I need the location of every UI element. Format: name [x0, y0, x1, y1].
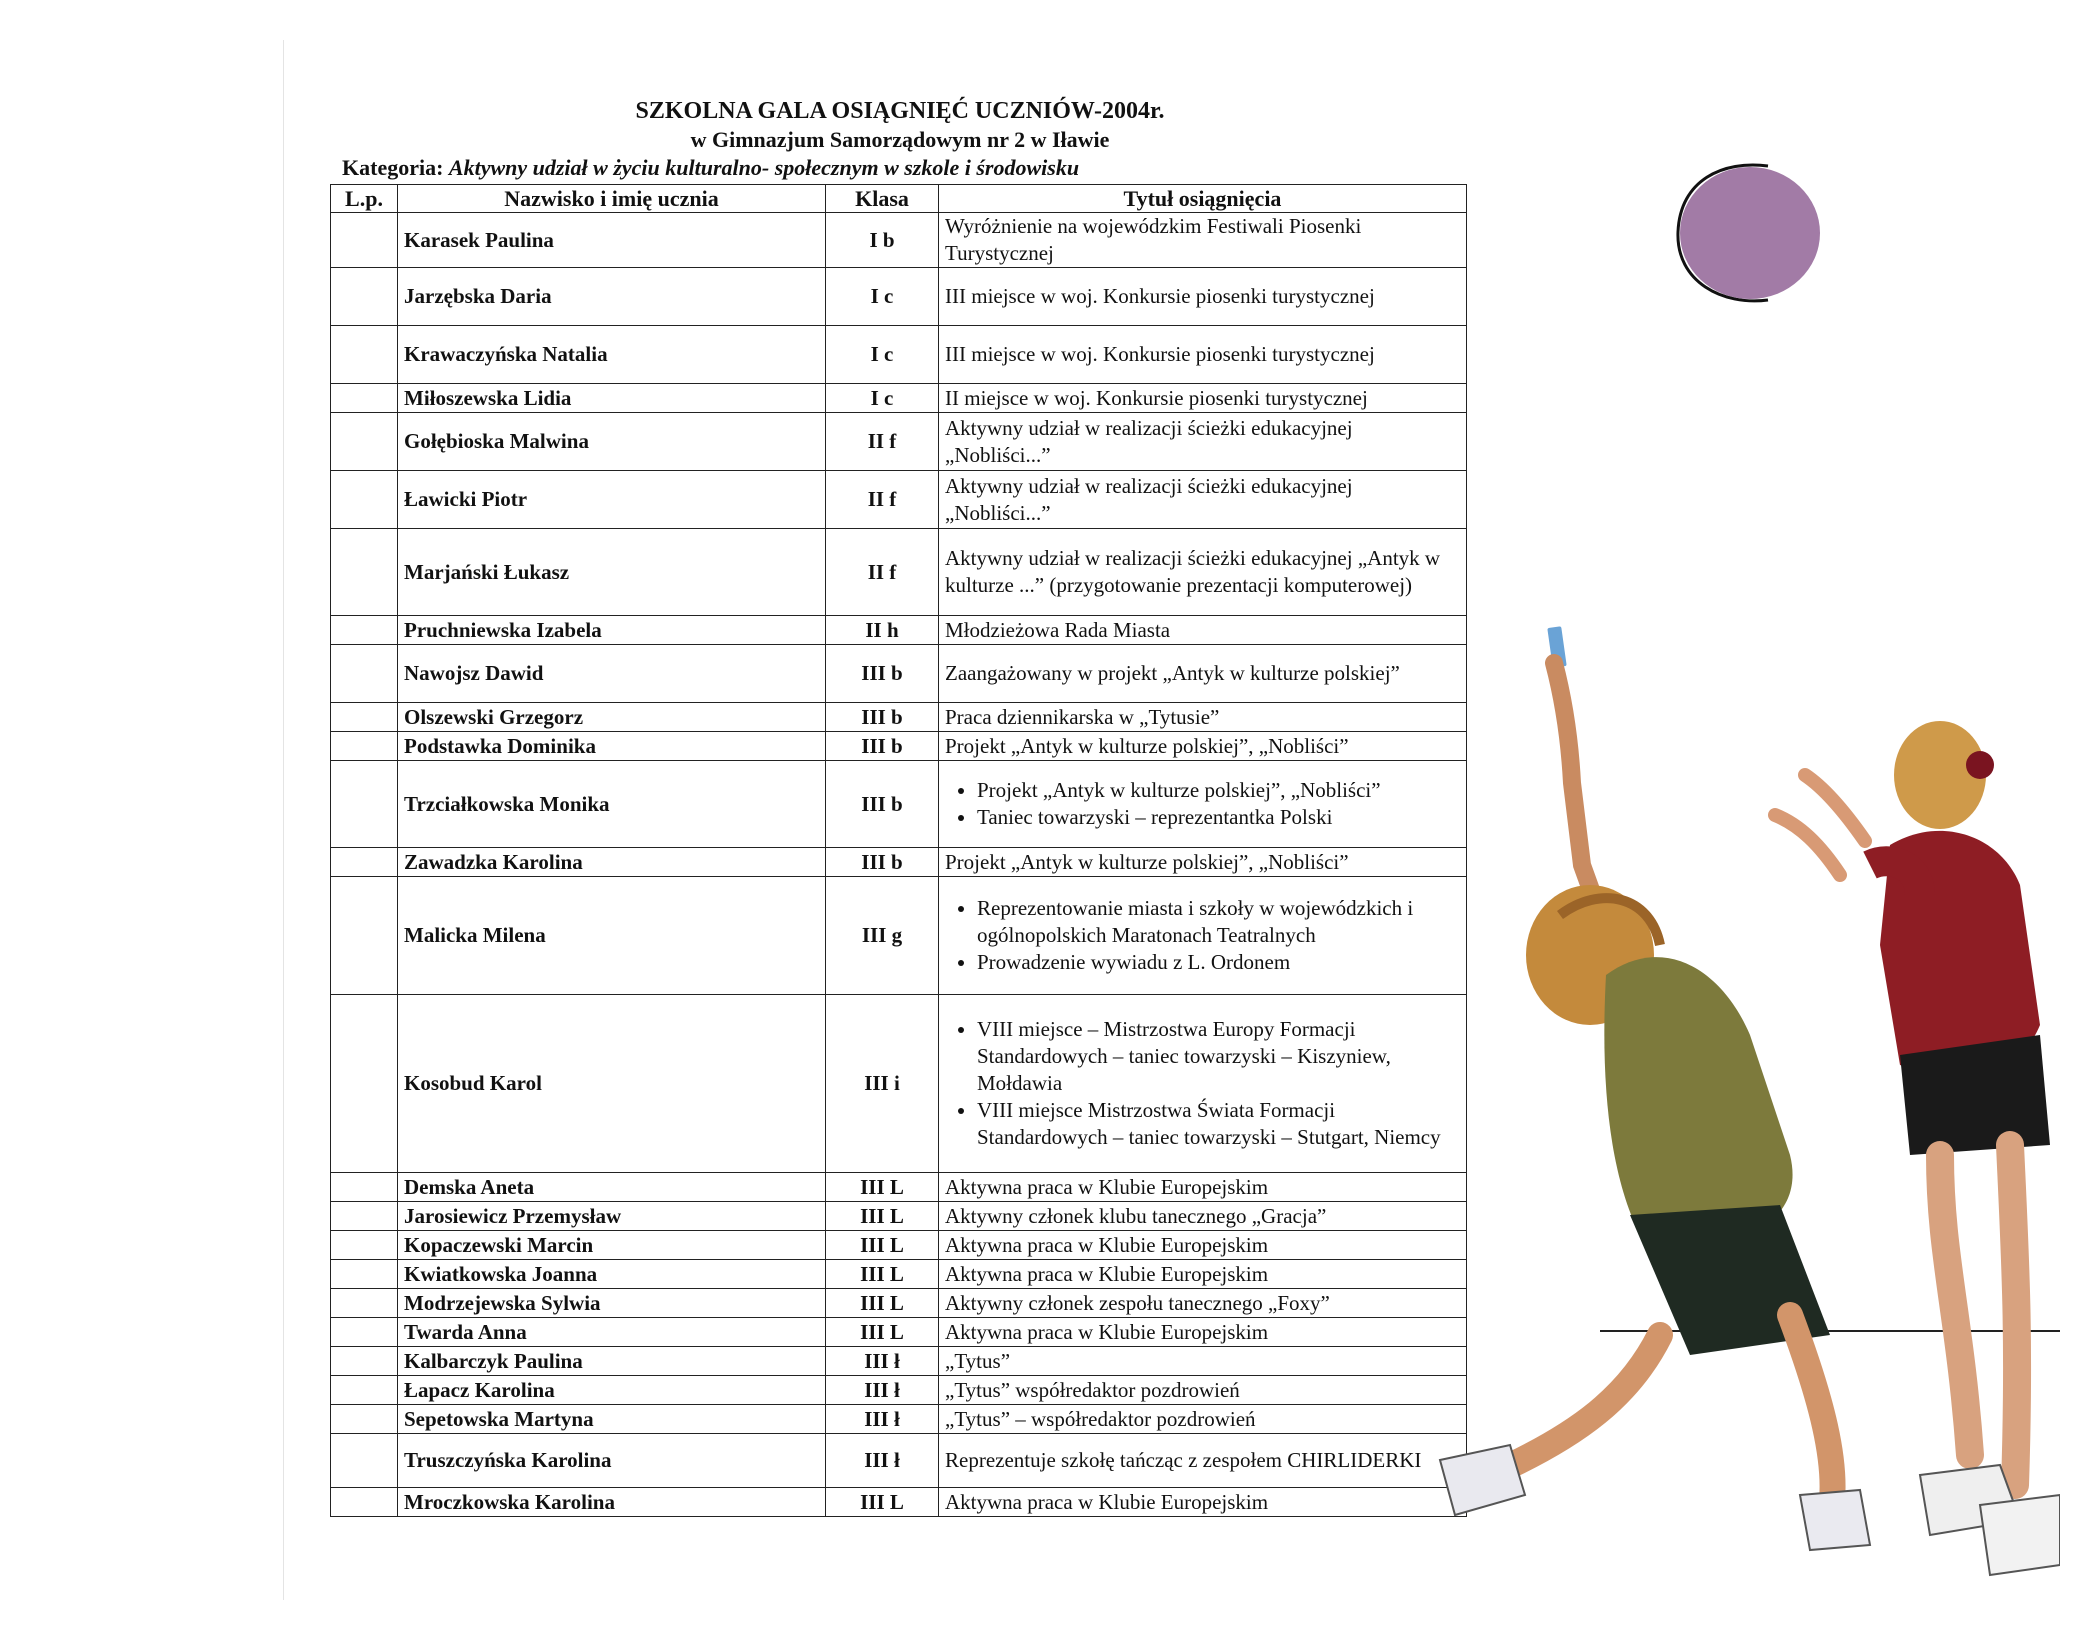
- achievement-cell: Aktywna praca w Klubie Europejskim: [939, 1318, 1467, 1347]
- achievement-cell: Aktywna praca w Klubie Europejskim: [939, 1231, 1467, 1260]
- table-row: [331, 384, 1467, 413]
- class-cell: III b: [826, 703, 939, 732]
- row-number-cell: [331, 877, 398, 995]
- column-header-lp: L.p.: [331, 185, 398, 213]
- row-number-cell: [331, 995, 398, 1173]
- class-cell: II f: [826, 471, 939, 529]
- row-number-cell: [331, 1488, 398, 1517]
- achievement-bullet: • Taniec towarzyski – reprezentantka Polski: [977, 804, 1460, 831]
- student-name-cell: Twarda Anna: [398, 1318, 826, 1347]
- achievement-cell: Aktywny członek zespołu tanecznego „Foxy”: [939, 1289, 1467, 1318]
- achievement-cell: Aktywny członek klubu tanecznego „Gracja”: [939, 1202, 1467, 1231]
- student-name-cell: Karasek Paulina: [398, 213, 826, 268]
- table-row: [331, 732, 1467, 761]
- class-cell: III ł: [826, 1434, 939, 1488]
- class-cell: III L: [826, 1173, 939, 1202]
- class-cell: III b: [826, 848, 939, 877]
- achievement-cell: III miejsce w woj. Konkursie piosenki turystycznej: [939, 326, 1467, 384]
- achievement-bullet: • Projekt „Antyk w kulturze polskiej”, „Nobliści”: [977, 777, 1460, 804]
- class-cell: I c: [826, 268, 939, 326]
- table-row: [331, 413, 1467, 471]
- class-cell: II f: [826, 413, 939, 471]
- column-header-class: Klasa: [826, 185, 939, 213]
- table-header-row: [331, 185, 1467, 213]
- student-name-cell: Kosobud Karol: [398, 995, 826, 1173]
- class-cell: II f: [826, 529, 939, 616]
- row-number-cell: [331, 703, 398, 732]
- achievement-cell: „Tytus” współredaktor pozdrowień: [939, 1376, 1467, 1405]
- table-row: [331, 1289, 1467, 1318]
- student-name-cell: Nawojsz Dawid: [398, 645, 826, 703]
- class-cell: III ł: [826, 1405, 939, 1434]
- document-title: SZKOLNA GALA OSIĄGNIĘĆ UCZNIÓW-2004r.: [635, 98, 1165, 124]
- table-body: [331, 213, 1467, 1517]
- achievement-cell: Praca dziennikarska w „Tytusie”: [939, 703, 1467, 732]
- page-margin-line: [283, 40, 284, 1600]
- achievement-bullet: • Reprezentowanie miasta i szkoły w wojewódzkich i ogólnopolskich Maratonach Teatralnych: [977, 895, 1460, 949]
- decorative-circle: [1668, 160, 1828, 306]
- student-name-cell: Zawadzka Karolina: [398, 848, 826, 877]
- achievement-cell: Wyróżnienie na wojewódzkim Festiwali Piosenki Turystycznej: [939, 213, 1467, 268]
- row-number-cell: [331, 1173, 398, 1202]
- student-name-cell: Kalbarczyk Paulina: [398, 1347, 826, 1376]
- class-cell: III b: [826, 761, 939, 848]
- table-row: [331, 326, 1467, 384]
- student-name-cell: Mroczkowska Karolina: [398, 1488, 826, 1517]
- table-row: [331, 529, 1467, 616]
- table-row: [331, 1347, 1467, 1376]
- category-label: Kategoria:: [342, 155, 444, 180]
- table-row: [331, 848, 1467, 877]
- row-number-cell: [331, 1347, 398, 1376]
- achievement-cell: Aktywna praca w Klubie Europejskim: [939, 1173, 1467, 1202]
- table-row: [331, 1260, 1467, 1289]
- achievement-cell: Projekt „Antyk w kulturze polskiej”, „Nobliści”: [939, 732, 1467, 761]
- student-name-cell: Olszewski Grzegorz: [398, 703, 826, 732]
- student-name-cell: Marjański Łukasz: [398, 529, 826, 616]
- achievement-cell: Aktywna praca w Klubie Europejskim: [939, 1488, 1467, 1517]
- class-cell: III ł: [826, 1347, 939, 1376]
- achievement-cell: III miejsce w woj. Konkursie piosenki turystycznej: [939, 268, 1467, 326]
- class-cell: III L: [826, 1231, 939, 1260]
- class-cell: I c: [826, 326, 939, 384]
- student-name-cell: Jarzębska Daria: [398, 268, 826, 326]
- row-number-cell: [331, 1260, 398, 1289]
- row-number-cell: [331, 1405, 398, 1434]
- class-cell: III L: [826, 1260, 939, 1289]
- achievement-cell: „Tytus” – współredaktor pozdrowień: [939, 1405, 1467, 1434]
- volleyball-players-photo: [1360, 615, 2060, 1615]
- achievement-cell: Reprezentuje szkołę tańcząc z zespołem CHIRLIDERKI: [939, 1434, 1467, 1488]
- student-name-cell: Gołębioska Malwina: [398, 413, 826, 471]
- student-name-cell: Modrzejewska Sylwia: [398, 1289, 826, 1318]
- row-number-cell: [331, 1289, 398, 1318]
- student-name-cell: Trzciałkowska Monika: [398, 761, 826, 848]
- table-row: [331, 1202, 1467, 1231]
- table-row: [331, 1434, 1467, 1488]
- table-row: [331, 1173, 1467, 1202]
- class-cell: III b: [826, 645, 939, 703]
- row-number-cell: [331, 384, 398, 413]
- achievement-cell: Aktywny udział w realizacji ścieżki edukacyjnej „Nobliści...”: [939, 471, 1467, 529]
- row-number-cell: [331, 326, 398, 384]
- row-number-cell: [331, 732, 398, 761]
- row-number-cell: [331, 529, 398, 616]
- table-row: [331, 1376, 1467, 1405]
- class-cell: II h: [826, 616, 939, 645]
- class-cell: III g: [826, 877, 939, 995]
- achievement-cell: II miejsce w woj. Konkursie piosenki turystycznej: [939, 384, 1467, 413]
- achievement-cell: Aktywny udział w realizacji ścieżki edukacyjnej „Antyk w kulturze ...” (przygotowanie prezentacji komputerowej): [939, 529, 1467, 616]
- class-cell: III L: [826, 1289, 939, 1318]
- student-name-cell: Kopaczewski Marcin: [398, 1231, 826, 1260]
- row-number-cell: [331, 471, 398, 529]
- row-number-cell: [331, 616, 398, 645]
- table-row: [331, 616, 1467, 645]
- table-row: [331, 877, 1467, 995]
- student-name-cell: Jarosiewicz Przemysław: [398, 1202, 826, 1231]
- category-value: Aktywny udział w życiu kulturalno- społecznym w szkole i środowisku: [448, 155, 1080, 180]
- category-line: [342, 155, 1079, 181]
- class-cell: III b: [826, 732, 939, 761]
- class-cell: III L: [826, 1488, 939, 1517]
- table-row: [331, 1231, 1467, 1260]
- achievement-bullet: • VIII miejsce Mistrzostwa Świata Formacji Standardowych – taniec towarzyski – Stutgart, Niemcy: [977, 1097, 1460, 1151]
- table-row: [331, 761, 1467, 848]
- row-number-cell: [331, 645, 398, 703]
- row-number-cell: [331, 1202, 398, 1231]
- student-name-cell: Pruchniewska Izabela: [398, 616, 826, 645]
- table-row: [331, 213, 1467, 268]
- student-name-cell: Podstawka Dominika: [398, 732, 826, 761]
- table-row: [331, 471, 1467, 529]
- document-subtitle: w Gimnazjum Samorządowym nr 2 w Iławie: [690, 127, 1110, 152]
- student-name-cell: Ławicki Piotr: [398, 471, 826, 529]
- student-name-cell: Malicka Milena: [398, 877, 826, 995]
- student-name-cell: Miłoszewska Lidia: [398, 384, 826, 413]
- student-name-cell: Łapacz Karolina: [398, 1376, 826, 1405]
- row-number-cell: [331, 761, 398, 848]
- achievement-bullet: • VIII miejsce – Mistrzostwa Europy Formacji Standardowych – taniec towarzyski – Kiszyniew, Mołdawia: [977, 1016, 1460, 1097]
- row-number-cell: [331, 413, 398, 471]
- document-header: [330, 96, 1470, 154]
- row-number-cell: [331, 213, 398, 268]
- table-row: [331, 703, 1467, 732]
- student-name-cell: Sepetowska Martyna: [398, 1405, 826, 1434]
- achievement-cell: Aktywna praca w Klubie Europejskim: [939, 1260, 1467, 1289]
- row-number-cell: [331, 848, 398, 877]
- achievement-bullet: • Prowadzenie wywiadu z L. Ordonem: [977, 949, 1460, 976]
- student-name-cell: Kwiatkowska Joanna: [398, 1260, 826, 1289]
- row-number-cell: [331, 1231, 398, 1260]
- class-cell: III ł: [826, 1376, 939, 1405]
- class-cell: I b: [826, 213, 939, 268]
- class-cell: III i: [826, 995, 939, 1173]
- achievement-cell: Zaangażowany w projekt „Antyk w kulturze polskiej”: [939, 645, 1467, 703]
- student-name-cell: Krawaczyńska Natalia: [398, 326, 826, 384]
- column-header-achievement: Tytuł osiągnięcia: [939, 185, 1467, 213]
- achievement-cell: Aktywny udział w realizacji ścieżki edukacyjnej „Nobliści...”: [939, 413, 1467, 471]
- table-row: [331, 645, 1467, 703]
- table-row: [331, 1488, 1467, 1517]
- student-name-cell: Truszczyńska Karolina: [398, 1434, 826, 1488]
- male-player-shirt: [1604, 957, 1792, 1235]
- table-row: [331, 995, 1467, 1173]
- achievement-cell: Młodzieżowa Rada Miasta: [939, 616, 1467, 645]
- row-number-cell: [331, 268, 398, 326]
- table-row: [331, 1405, 1467, 1434]
- achievements-table: [330, 184, 1467, 1517]
- purple-circle: [1680, 167, 1820, 299]
- class-cell: I c: [826, 384, 939, 413]
- class-cell: III L: [826, 1318, 939, 1347]
- achievement-cell: Projekt „Antyk w kulturze polskiej”, „Nobliści”: [939, 848, 1467, 877]
- class-cell: III L: [826, 1202, 939, 1231]
- table-row: [331, 268, 1467, 326]
- column-header-name: Nazwisko i imię ucznia: [398, 185, 826, 213]
- row-number-cell: [331, 1434, 398, 1488]
- achievement-cell: „Tytus”: [939, 1347, 1467, 1376]
- row-number-cell: [331, 1318, 398, 1347]
- student-name-cell: Demska Aneta: [398, 1173, 826, 1202]
- row-number-cell: [331, 1376, 398, 1405]
- table-row: [331, 1318, 1467, 1347]
